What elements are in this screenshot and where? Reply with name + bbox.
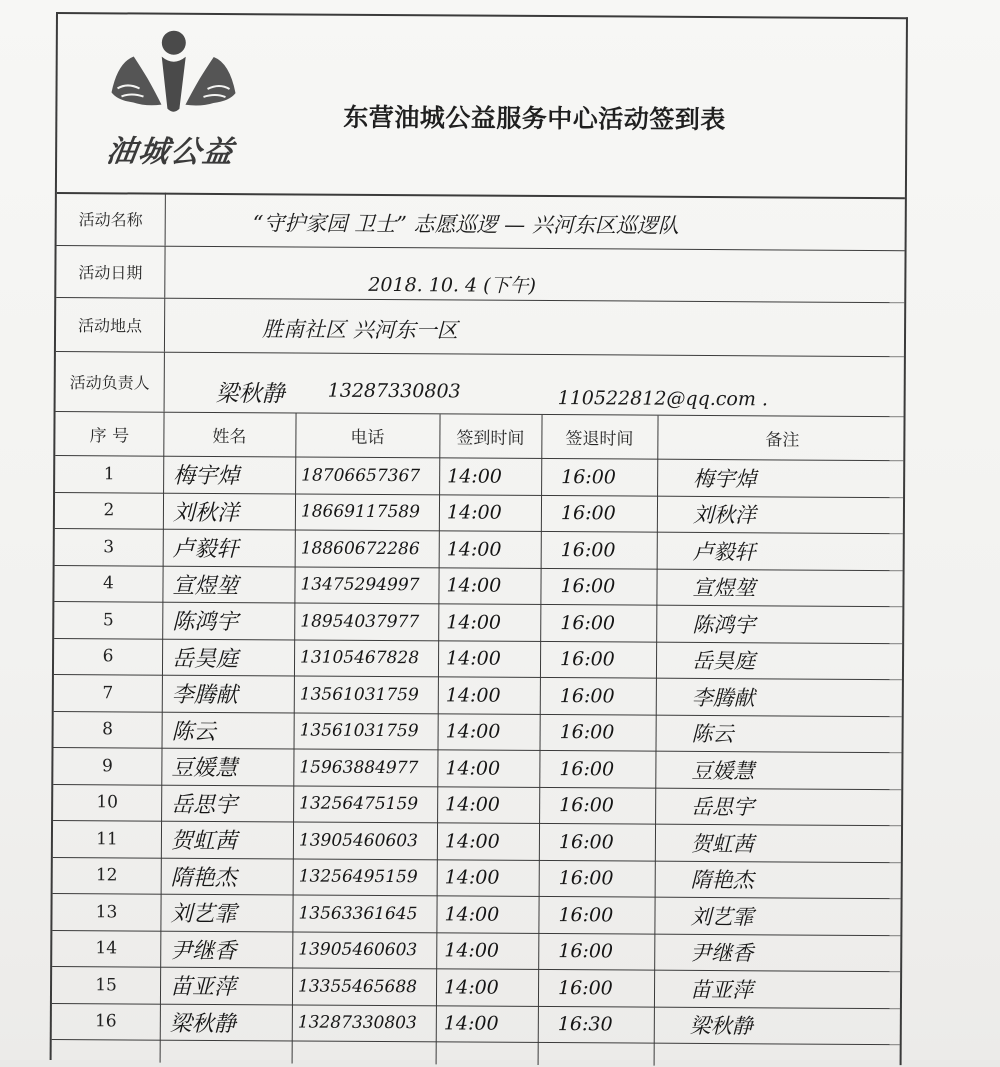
attendee-phone: 13561031759 [299,720,419,742]
attendee-name: 梅宇焯 [173,463,240,490]
table-row [54,639,902,681]
activity-place-row [56,298,904,357]
activity-name-label: 活动名称 [57,192,166,246]
table-header [55,412,903,461]
sign-in-time: 14:00 [444,939,500,962]
hands-logo-icon [103,22,244,133]
row-number: 1 [103,464,115,485]
column-header-name: 姓名 [212,426,247,448]
table-row [55,456,903,498]
sign-in-time: 14:00 [445,647,501,670]
attendee-name: 梁秋静 [169,1011,236,1037]
sign-out-time: 16:00 [559,721,615,744]
attendee-name: 豆媛慧 [171,755,238,782]
sign-in-time: 14:00 [444,866,500,889]
activity-place-value: 胜南社区 兴河东一区 [261,317,458,343]
column-header-note: 备注 [765,430,800,451]
attendee-phone: 13563361645 [298,903,418,924]
table-row [53,748,901,790]
sign-in-time: 14:00 [445,684,501,707]
sign-in-form [50,12,908,1065]
column-header-phone: 电话 [350,427,385,449]
sign-in-time: 14:00 [444,903,500,926]
sign-out-time: 16:00 [559,648,615,671]
sign-out-time: 16:30 [557,1013,613,1036]
sign-out-time: 16:00 [559,794,614,817]
charity-logo [103,22,244,173]
note-signature: 刘艺霏 [690,904,754,930]
leader-phone: 13287330803 [327,379,461,403]
attendee-name: 卢毅轩 [172,536,239,563]
attendee-phone: 18706657367 [301,465,421,486]
attendee-name: 岳昊庭 [171,646,239,672]
attendee-phone: 13287330803 [297,1012,417,1034]
row-number: 12 [95,865,118,886]
note-signature: 陈云 [691,722,734,747]
table-row [52,967,900,1009]
row-number: 11 [96,829,118,850]
sign-out-time: 16:00 [558,867,614,890]
attendee-phone: 15963884977 [299,757,419,778]
form-header [57,14,906,199]
sign-out-time: 16:00 [557,976,613,1000]
row-number: 4 [103,573,114,594]
attendee-name: 刘秋洋 [172,500,240,526]
row-number: 5 [102,610,114,631]
attendee-name: 李腾献 [171,682,238,709]
attendee-name: 岳思宇 [171,792,238,818]
column-header-sign-in: 签到时间 [456,428,525,449]
note-signature: 岳昊庭 [691,649,756,674]
attendee-phone: 18860672286 [300,538,420,559]
note-signature: 李腾献 [691,685,755,711]
sign-out-time: 16:00 [558,940,614,963]
table-row [53,821,901,863]
row-number: 13 [95,902,118,923]
sign-in-time: 14:00 [443,976,499,999]
activity-leader-label: 活动负责人 [56,352,165,412]
activity-date-label: 活动日期 [56,246,165,298]
note-signature: 隋艳杰 [690,868,754,893]
note-signature: 宣煜堃 [692,576,756,601]
table-row [52,1003,900,1045]
attendee-phone: 13256495159 [298,866,418,888]
row-number: 15 [95,975,117,996]
row-number: 3 [103,537,115,558]
attendee-name: 陈云 [171,719,216,745]
note-signature: 梅宇焯 [693,466,757,492]
attendee-phone: 13475294997 [300,574,420,596]
sign-out-time: 16:00 [558,830,614,854]
table-row [54,711,902,753]
table-row [53,784,901,826]
sign-in-time: 14:00 [444,830,500,853]
sign-in-time: 14:00 [447,465,503,488]
note-signature: 刘秋洋 [692,503,757,528]
table-row [52,930,900,972]
sign-out-time: 16:00 [560,538,616,562]
sign-out-time: 16:00 [558,903,614,927]
sign-out-time: 16:00 [560,611,616,635]
row-number: 8 [102,719,114,740]
attendee-phone: 13905460603 [298,830,418,851]
activity-name-row [57,192,905,251]
sign-in-time: 14:00 [445,793,500,816]
row-number: 2 [103,500,115,521]
sign-in-time: 14:00 [443,1012,499,1035]
note-signature: 梁秋静 [689,1014,753,1039]
attendee-phone: 13256475159 [299,793,419,815]
page-title: 东营油城公益服务中心活动签到表 [343,102,726,135]
attendee-name: 贺虹茜 [170,828,238,855]
sign-in-time: 14:00 [446,538,502,561]
attendee-name: 隋艳杰 [170,865,237,891]
row-number: 6 [102,646,114,667]
sign-in-time: 14:00 [446,574,502,597]
note-signature: 岳思宇 [691,795,755,820]
note-signature: 苗亚萍 [689,977,754,1003]
activity-date-row [56,246,904,303]
attendee-name: 宣煜堃 [172,573,239,599]
note-signature: 豆媛慧 [691,758,755,784]
note-signature: 卢毅轩 [692,539,756,565]
activity-name-value: “守护家园 卫士” 志愿巡逻 — 兴河东区巡逻队 [252,211,679,238]
sign-out-time: 16:00 [560,502,616,525]
sign-in-time: 14:00 [445,720,501,743]
attendee-phone: 13355465688 [297,976,418,997]
attendee-phone: 18954037977 [300,611,420,632]
row-number: 16 [94,1011,117,1032]
leader-name: 梁秋静 [215,380,285,408]
table-row [54,602,902,644]
sign-in-time: 14:00 [446,501,502,524]
table-row [52,894,900,936]
activity-place-label: 活动地点 [56,298,165,352]
attendee-name: 尹继香 [170,938,237,964]
row-number: 10 [96,792,119,813]
table-row [55,529,903,571]
note-signature: 尹继香 [690,941,754,966]
row-number: 7 [102,683,114,704]
attendee-name: 陈鸿宇 [172,609,239,636]
table-row [55,493,903,535]
sign-out-time: 16:00 [560,575,616,598]
attendee-phone: 13905460603 [298,939,418,961]
attendee-phone: 18669117589 [300,501,420,523]
attendee-name: 苗亚萍 [169,974,237,1001]
row-number: 9 [101,756,113,777]
column-header-sign-out: 签退时间 [565,429,634,450]
attendee-name: 刘艺霏 [170,901,237,928]
sign-out-time: 16:00 [561,465,617,489]
attendee-phone: 13561031759 [299,684,419,705]
sign-in-time: 14:00 [445,757,501,780]
table-row [53,857,901,899]
sign-in-time: 14:00 [446,611,502,634]
attendee-phone: 13105467828 [299,647,420,669]
column-header-no: 序 号 [89,426,130,447]
table-row [54,566,902,608]
sign-out-time: 16:00 [559,757,615,781]
note-signature: 陈鸿宇 [692,612,756,638]
activity-leader-row [56,352,904,417]
logo-text: 油城公益 [104,134,238,171]
sign-out-time: 16:00 [559,684,615,708]
note-signature: 贺虹茜 [690,831,755,857]
table-row [54,675,902,717]
leader-email: 110522812@qq.com . [557,387,769,411]
activity-date-value: 2018. 10. 4 (下午) [368,273,537,297]
row-number: 14 [95,938,118,959]
